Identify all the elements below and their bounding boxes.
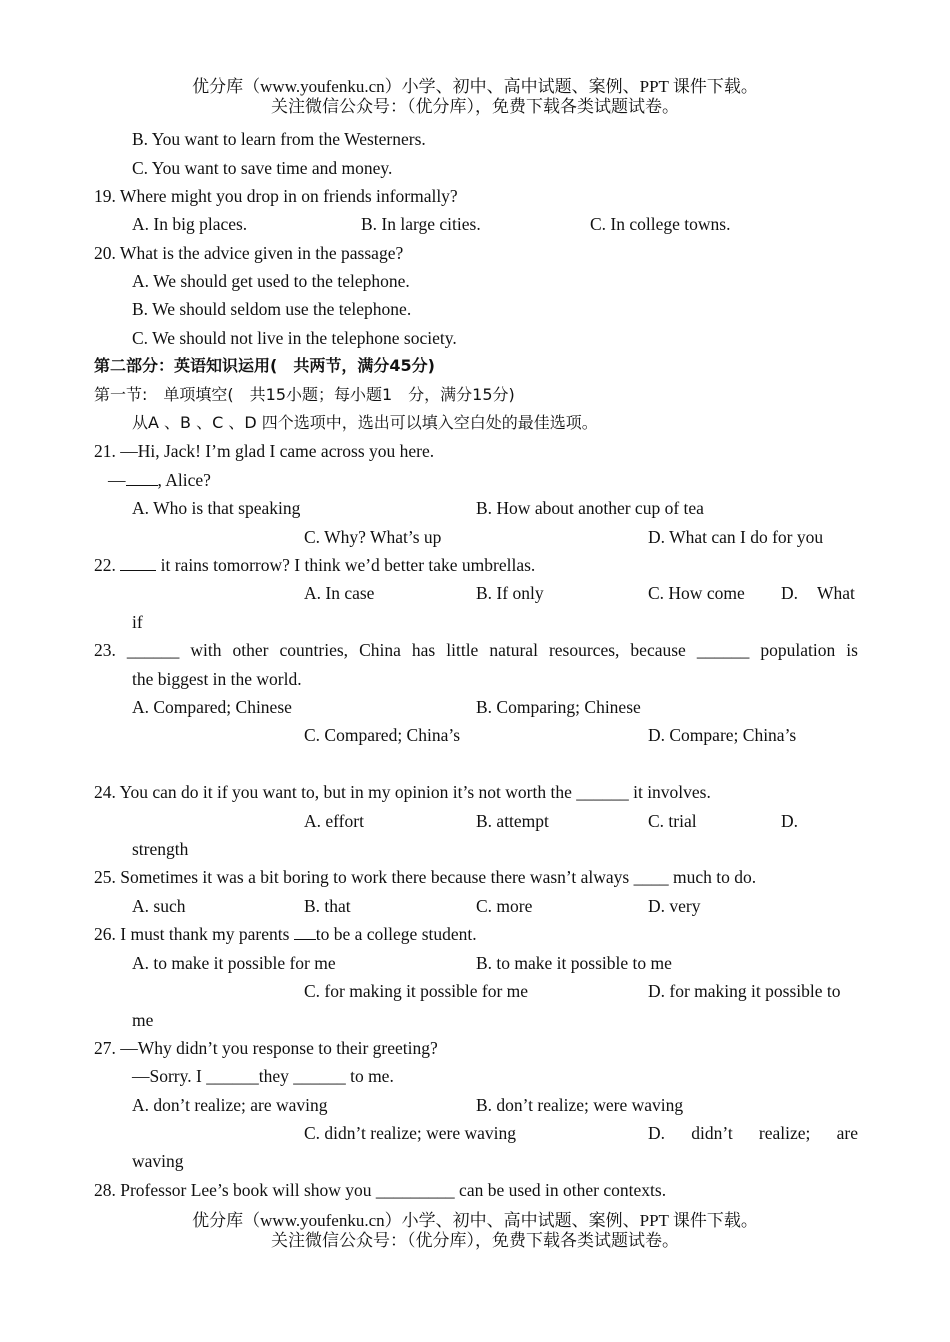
q22-option-d-letter: D. bbox=[781, 583, 799, 603]
q25-option-d: D. very bbox=[648, 896, 701, 916]
q25-option-c: C. more bbox=[476, 896, 533, 916]
q20-option-a: A. We should get used to the telephone. bbox=[132, 271, 410, 291]
q27-option-d-cont: waving bbox=[132, 1151, 184, 1171]
q21-reply-dash: — bbox=[108, 470, 126, 490]
section1-instruction: 从A 、B 、C 、D 四个选项中，选出可以填入空白处的最佳选项。 bbox=[132, 413, 598, 432]
q23-word: because bbox=[630, 640, 686, 660]
q22-option-c: C. How come bbox=[648, 583, 745, 603]
q28-stem: 28. Professor Lee’s book will show you _________ can be used in other contexts. bbox=[94, 1180, 667, 1200]
q27-option-c: C. didn’t realize; were waving bbox=[304, 1123, 517, 1143]
q23-option-a: A. Compared; Chinese bbox=[132, 697, 292, 717]
footer-line-2: 关注微信公众号：（优分库），免费下载各类试题试卷。 bbox=[271, 1231, 679, 1250]
q26-stem-before: 26. I must thank my parents bbox=[94, 924, 294, 944]
q23-word: natural bbox=[489, 640, 538, 660]
q19-option-a: A. In big places. bbox=[132, 214, 248, 234]
q23-word: has bbox=[411, 640, 436, 660]
q23-word: resources, bbox=[548, 640, 620, 660]
q22-option-a: A. In case bbox=[304, 583, 375, 603]
q24-option-a: A. effort bbox=[304, 811, 364, 831]
q23-word: other bbox=[232, 640, 269, 660]
q25-option-b: B. that bbox=[304, 896, 351, 916]
q19-stem: 19. Where might you drop in on friends informally? bbox=[94, 186, 458, 206]
q24-stem: 24. You can do it if you want to, but in my opinion it’s not worth the ______ it involves. bbox=[94, 782, 711, 802]
q21-reply-suffix: , Alice? bbox=[157, 470, 211, 490]
q21-stem: 21. —Hi, Jack! I’m glad I came across you here. bbox=[94, 441, 435, 461]
q23-option-c: C. Compared; China’s bbox=[304, 725, 461, 745]
q23-blank-1: ______ bbox=[126, 640, 180, 660]
q22-stem-rest: it rains tomorrow? I think we’d better take umbrellas. bbox=[156, 555, 536, 575]
q18-option-b: B. You want to learn from the Westerners. bbox=[132, 129, 426, 149]
q24-option-d-cont: strength bbox=[132, 839, 189, 859]
q27-option-b: B. don’t realize; were waving bbox=[476, 1095, 684, 1115]
q21-reply bbox=[108, 469, 211, 491]
q24-option-d-letter: D. bbox=[781, 811, 799, 831]
header-line-2: 关注微信公众号：（优分库），免费下载各类试题试卷。 bbox=[271, 97, 679, 116]
q26-blank bbox=[294, 924, 316, 940]
q20-stem: 20. What is the advice given in the passage? bbox=[94, 243, 404, 263]
q21-option-c: C. Why? What’s up bbox=[304, 527, 442, 547]
q27-option-a: A. don’t realize; are waving bbox=[132, 1095, 328, 1115]
q20-option-b: B. We should seldom use the telephone. bbox=[132, 299, 412, 319]
q21-option-a: A. Who is that speaking bbox=[132, 498, 301, 518]
q22-option-d-word: What bbox=[817, 583, 855, 603]
q26-option-d-cont: me bbox=[132, 1010, 154, 1030]
q23-word: population bbox=[760, 640, 836, 660]
q23-word: with bbox=[190, 640, 222, 660]
q22-stem bbox=[94, 554, 535, 576]
q23-option-b: B. Comparing; Chinese bbox=[476, 697, 641, 717]
q22-option-b: B. If only bbox=[476, 583, 544, 603]
q25-option-a: A. such bbox=[132, 896, 186, 916]
q23-word: little bbox=[446, 640, 479, 660]
q21-option-d: D. What can I do for you bbox=[648, 527, 824, 547]
q20-option-c: C. We should not live in the telephone society. bbox=[132, 328, 457, 348]
q26-option-c: C. for making it possible for me bbox=[304, 981, 529, 1001]
q27-option-d-word: didn’t bbox=[691, 1123, 733, 1143]
q23-blank-2: ______ bbox=[696, 640, 750, 660]
q22-number: 22. bbox=[94, 555, 116, 575]
q26-option-d: D. for making it possible to bbox=[648, 981, 841, 1001]
q24-option-b: B. attempt bbox=[476, 811, 549, 831]
q23-word: 23. bbox=[94, 640, 116, 660]
q24-option-c: C. trial bbox=[648, 811, 697, 831]
q26-option-b: B. to make it possible to me bbox=[476, 953, 672, 973]
q22-blank bbox=[120, 555, 156, 571]
q27-option-d bbox=[648, 1122, 858, 1144]
q25-stem: 25. Sometimes it was a bit boring to work there because there wasn’t always ____ much to do. bbox=[94, 867, 757, 887]
q26-option-a: A. to make it possible for me bbox=[132, 953, 336, 973]
q21-blank bbox=[126, 470, 158, 486]
header-line-1: 优分库（www.youfenku.cn）小学、初中、高中试题、案例、PPT 课件下载。 bbox=[192, 77, 758, 96]
q23-stem-cont: the biggest in the world. bbox=[132, 669, 302, 689]
footer-line-1: 优分库（www.youfenku.cn）小学、初中、高中试题、案例、PPT 课件下载。 bbox=[192, 1211, 758, 1230]
q27-stem: 27. —Why didn’t you response to their greeting? bbox=[94, 1038, 438, 1058]
q23-stem bbox=[94, 639, 858, 661]
q27-option-d-word: are bbox=[836, 1123, 858, 1143]
q21-option-b: B. How about another cup of tea bbox=[476, 498, 704, 518]
q23-word: China bbox=[359, 640, 401, 660]
q22-option-d-cont: if bbox=[132, 612, 143, 632]
q27-reply: —Sorry. I ______they ______ to me. bbox=[132, 1066, 394, 1086]
q27-option-d-word: realize; bbox=[758, 1123, 811, 1143]
q19-option-b: B. In large cities. bbox=[361, 214, 481, 234]
q26-stem bbox=[94, 923, 477, 945]
q26-stem-after: to be a college student. bbox=[315, 924, 477, 944]
q23-option-d: D. Compare; China’s bbox=[648, 725, 797, 745]
part2-title: 第二部分：英语知识运用( 共两节，满分45分) bbox=[94, 356, 435, 375]
q27-option-d-word: D. bbox=[648, 1123, 666, 1143]
q23-word: countries, bbox=[279, 640, 349, 660]
section1-title: 第一节: 单项填空( 共15小题；每小题1 分，满分15分) bbox=[94, 385, 515, 404]
q19-option-c: C. In college towns. bbox=[590, 214, 731, 234]
q23-word: is bbox=[846, 640, 858, 660]
q18-option-c: C. You want to save time and money. bbox=[132, 158, 393, 178]
